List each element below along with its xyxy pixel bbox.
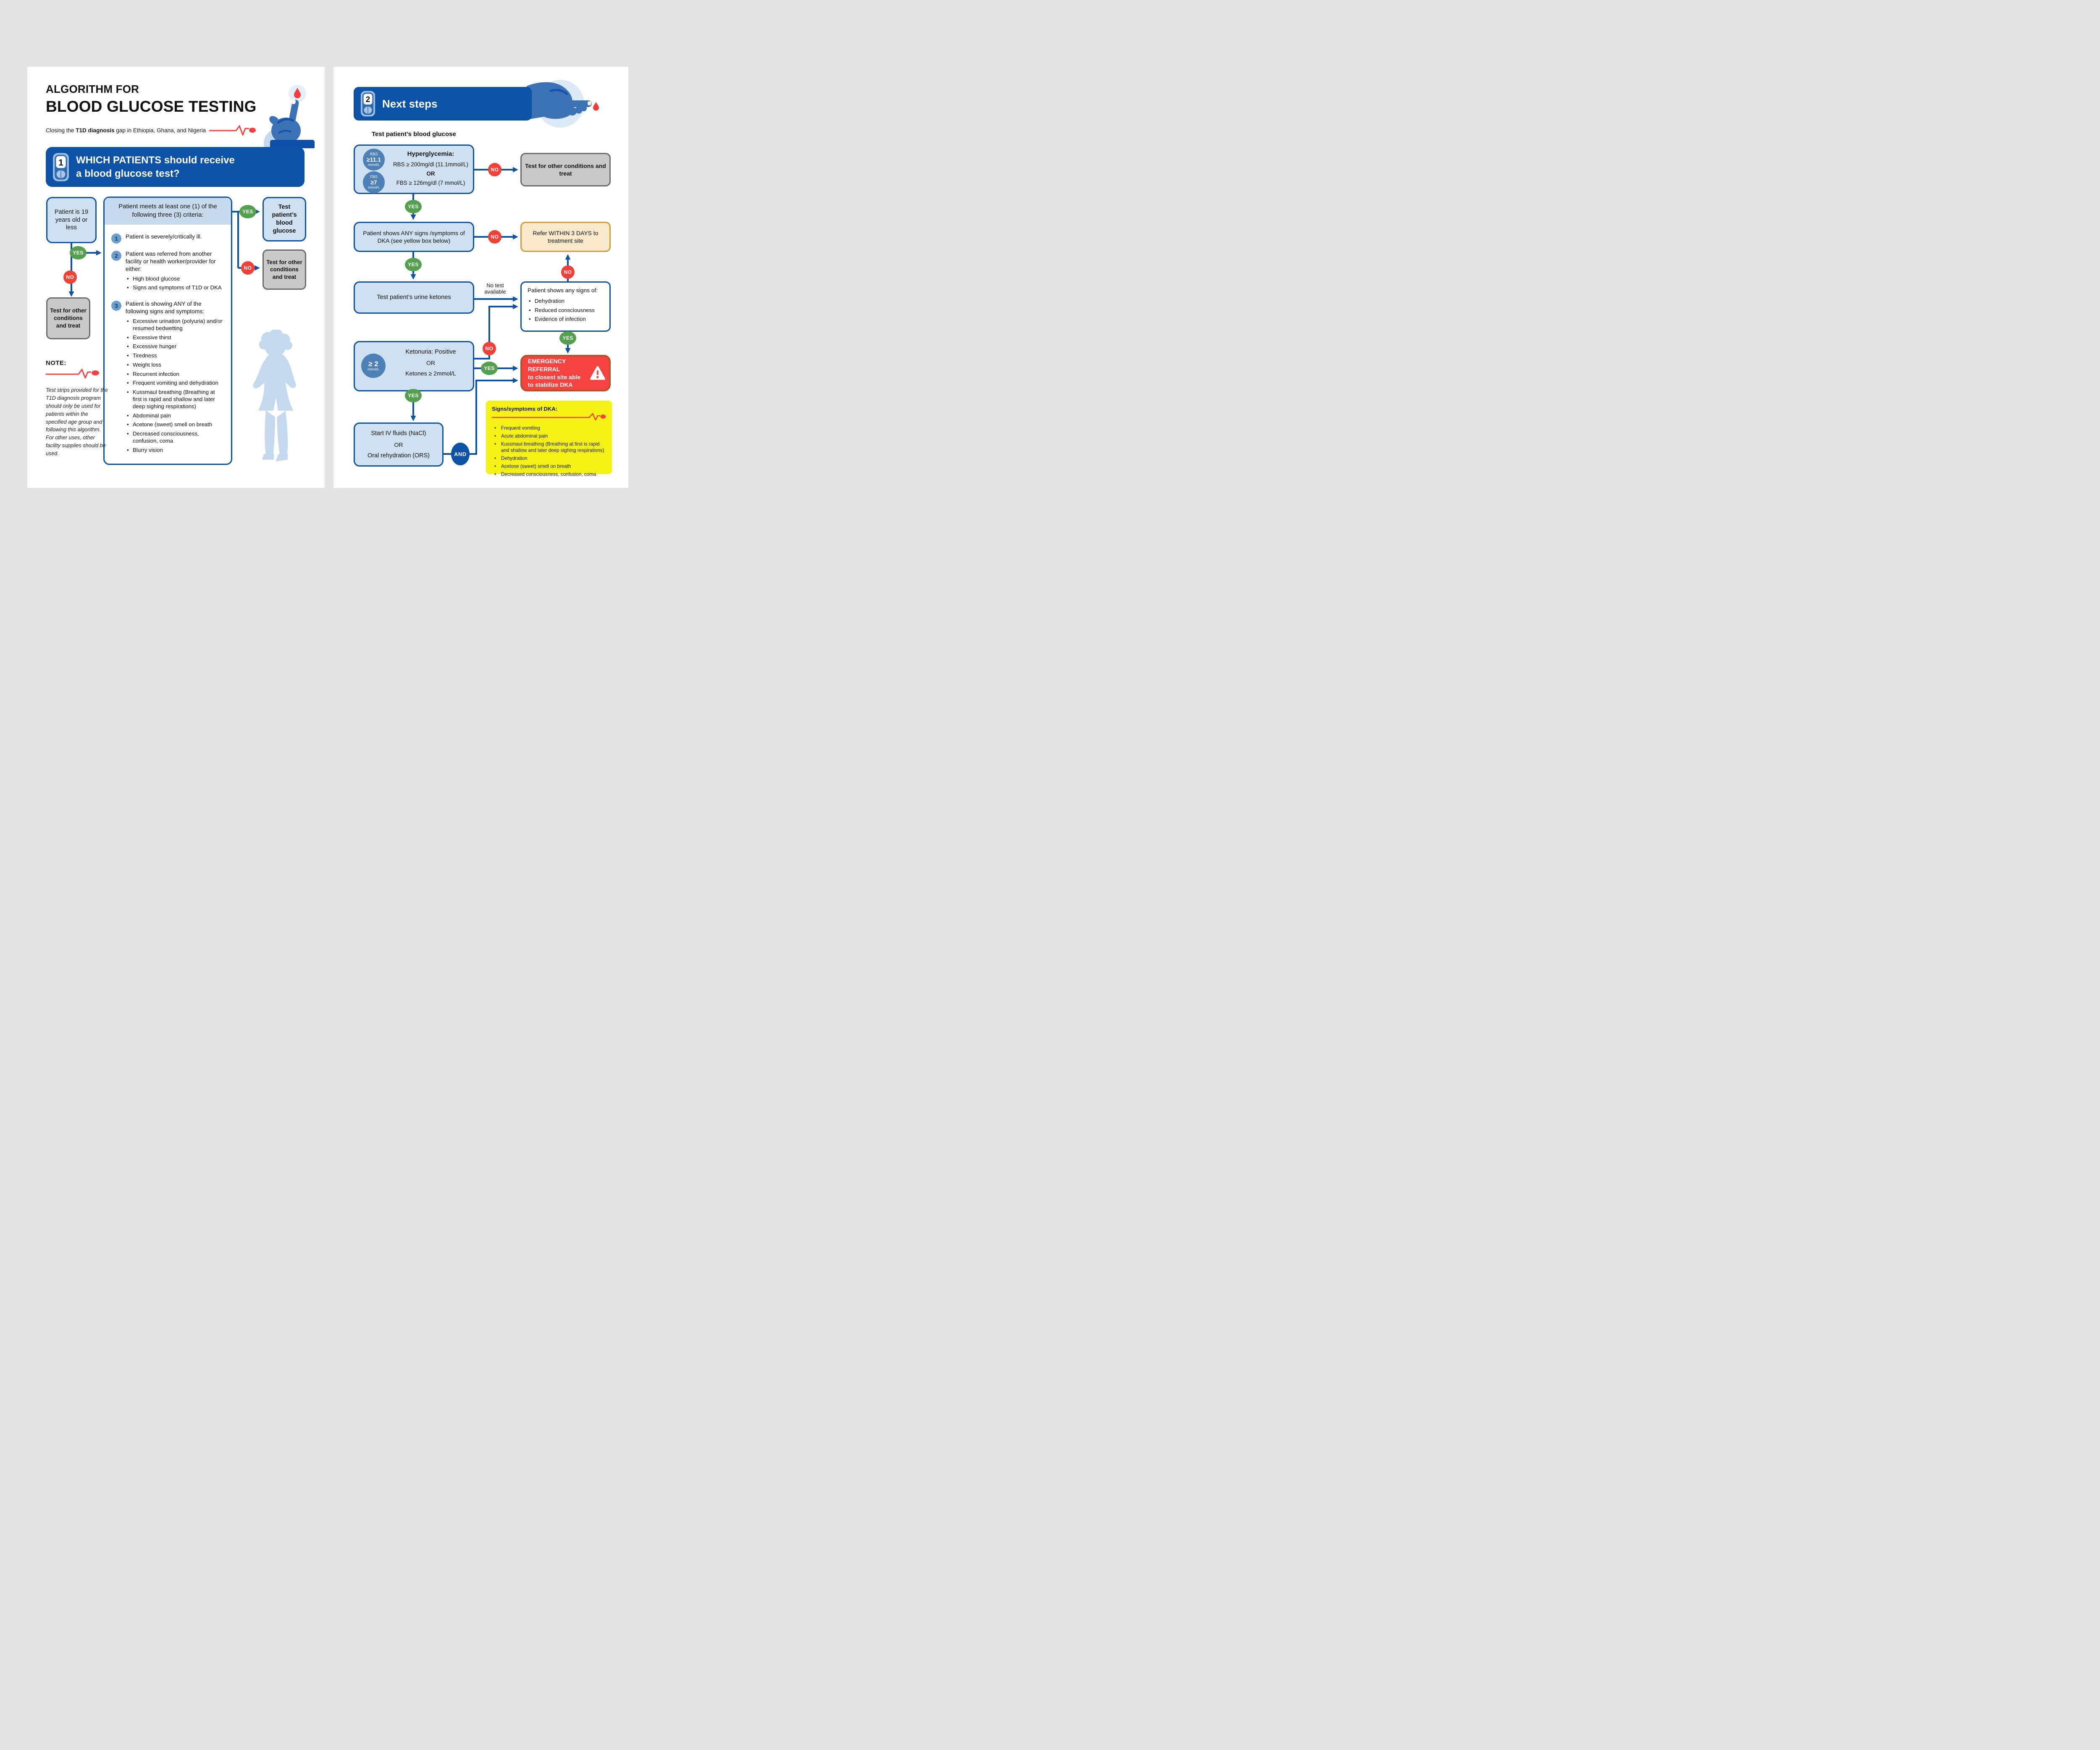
list-item: • Abdominal pain [126, 412, 225, 420]
subtitle-suffix: gap in Ethiopia, Ghana, and Nigeria [114, 127, 206, 134]
criteria-2-bullets [126, 275, 225, 292]
pulse-line-icon [46, 367, 100, 378]
criteria-number-2: 2 [111, 251, 121, 261]
criteria-number-3: 3 [111, 301, 121, 311]
list-item: • Acetone (sweet) smell on breath [126, 421, 225, 428]
ketones-threshold-circle: ≥ 2 mmol/L [361, 354, 386, 378]
badge-no-ketonuria: NO [483, 342, 496, 355]
list-item: • Reduced consciousness [528, 307, 605, 314]
page-1 [27, 67, 325, 488]
node-hyperglycemia: Hyperglycemia: RBS ≥ 200mg/dl (11.1mmol/L) OR FBS ≥ 126mg/dl (7 mmol/L) [354, 144, 474, 194]
list-item: • Decreased consciousness, confusion, coma [492, 471, 606, 478]
list-item: • Kussmaul breathing (Breathing at first is rapid and shallow and later deep sighing respirations) [492, 441, 606, 454]
criteria-header: Patient meets at least one (1) of the following three (3) criteria: [105, 198, 231, 225]
child-silhouette [249, 330, 299, 475]
node-start-iv-fluids: Start IV fluids (NaCl) OR Oral rehydration (ORS) [354, 422, 444, 467]
node-emergency-referral: EMERGENCY REFERRAL to closest site able to stabilize DKA [520, 355, 611, 391]
badge-no-age: NO [63, 270, 77, 284]
no-test-available-label: No test available [484, 282, 506, 295]
note-block [46, 359, 109, 458]
glucose-meter-icon [360, 90, 375, 117]
list-item: • Signs and symptoms of T1D or DKA [126, 284, 225, 291]
node-refer-3-days: Refer WITHIN 3 DAYS to treatment site [520, 222, 611, 252]
node-patient-signs [520, 281, 611, 332]
list-item: • Dehydration [492, 455, 606, 462]
node-test-blood-glucose: Test patient’s blood glucose [262, 197, 306, 241]
list-item: • Frequent vomiting [492, 425, 606, 431]
criteria-item-1: 1 Patient is severely/critically ill. [111, 233, 225, 244]
section-2-title: Next steps [382, 97, 438, 110]
badge-yes-criteria: YES [239, 205, 256, 218]
list-item: • Excessive thirst [126, 334, 225, 341]
list-item: • Excessive urination (polyuria) and/or resumed bedwetting [126, 318, 225, 332]
list-item: • Excessive hunger [126, 343, 225, 350]
list-item: • Recurrent infection [126, 371, 225, 378]
page-2 [333, 67, 628, 488]
badge-yes-age: YES [70, 246, 87, 260]
list-item: • Decreased consciousness, confusion, coma [126, 430, 225, 445]
badge-and: AND [451, 443, 470, 465]
badge-yes-ketonuria-down: YES [405, 389, 422, 402]
badge-yes-patient-signs: YES [559, 331, 576, 345]
poster-title-line1: ALGORITHM FOR [46, 83, 139, 95]
badge-yes-hyperglycemia: YES [405, 200, 422, 213]
list-item: • Acute abdominal pain [492, 433, 606, 439]
glucose-meter-icon [52, 152, 69, 182]
node-age-criterion: Patient is 19 years old or less [46, 197, 97, 243]
fbs-threshold-circle: FBS ≥7 mmol/L [363, 171, 385, 193]
list-item: • Frequent vomiting and dehydration [126, 380, 225, 387]
patient-signs-title: Patient shows any signs of: [528, 287, 598, 294]
badge-no-patient-signs: NO [561, 265, 575, 279]
badge-yes-ketonuria-right: YES [481, 362, 498, 375]
pulse-line-icon [208, 125, 258, 136]
node-ketonuria: Ketonuria: Positive OR Ketones ≥ 2mmol/L [354, 341, 474, 391]
list-item: • Kussmaul breathing (Breathing at first is rapid and shallow and later deep sighing respirations) [126, 389, 225, 410]
poster-subtitle [46, 125, 258, 136]
subtitle-prefix: Closing the [46, 127, 76, 134]
node-test-other-conditions-2: Test for other conditions and treat [262, 249, 306, 290]
criteria-number-1: 1 [111, 234, 121, 244]
list-item: • Weight loss [126, 362, 225, 369]
step2-intro-label: Test patient’s blood glucose [372, 131, 456, 138]
node-test-urine-ketones: Test patient’s urine ketones [354, 281, 474, 314]
poster-canvas [0, 0, 656, 547]
note-title: NOTE: [46, 359, 66, 367]
node-criteria-list [103, 197, 232, 465]
list-item: • High blood glucose [126, 275, 225, 283]
badge-no-criteria: NO [241, 261, 255, 275]
hyperglycemia-title: Hyperglycemia: [407, 150, 454, 157]
criteria-3-bullets [126, 318, 225, 454]
list-item: • Dehydration [528, 298, 605, 305]
rbs-threshold-circle: RBS ≥11.1 mmol/L [363, 149, 385, 171]
warning-icon [590, 364, 606, 383]
dka-symptoms-bullets [492, 425, 606, 478]
section-2-header [354, 87, 532, 121]
pointing-hand-right-illustration [525, 79, 611, 130]
section-1-title: WHICH PATIENTS should receive a blood glucose test? [76, 154, 235, 179]
list-item: • Acetone (sweet) smell on breath [492, 463, 606, 470]
patient-signs-bullets [528, 298, 605, 323]
section-number: 1 [58, 157, 63, 168]
list-item: • Evidence of infection [528, 316, 605, 323]
node-dka-signs-question: Patient shows ANY signs /symptoms of DKA (see yellow box below) [354, 222, 474, 252]
pulse-line-icon [492, 413, 606, 420]
badge-yes-dka-signs: YES [405, 258, 422, 271]
node-test-other-conditions-1: Test for other conditions and treat [46, 297, 90, 339]
node-test-other-conditions-right: Test for other conditions and treat [520, 153, 611, 186]
subtitle-bold: T1D diagnosis [76, 127, 115, 134]
criteria-item-3: 3 Patient is showing ANY of the following signs and symptoms: • Excessive urination (polyuria) and/or resumed bedwetting • Excessive thirst • Excessive hunger • Tiredness • Weight loss • Recurrent infection • Frequent vomiting and dehydration • Kussmaul breathing (Breathing at first is rapid and shallow and later deep sighing respirations) • Abdominal pain • Acetone (sweet) smell on breath • Decreased consciousness, confusion, coma • Blurry vision [111, 300, 225, 456]
pointing-hand-up-illustration [254, 76, 317, 148]
badge-no-hyperglycemia: NO [488, 163, 501, 176]
criteria-item-2: 2 Patient was referred from another facility or health worker/provider for either: • High blood glucose • Signs and symptoms of T1D or DKA [111, 250, 225, 294]
list-item: • Tiredness [126, 352, 225, 359]
poster-title-line2: BLOOD GLUCOSE TESTING [46, 98, 257, 115]
section-1-header [46, 147, 304, 187]
section-number: 2 [365, 95, 370, 105]
badge-no-dka-signs: NO [488, 230, 501, 244]
dka-symptoms-box [486, 401, 612, 478]
list-item: • Blurry vision [126, 447, 225, 454]
note-text: Test strips provided for the T1D diagnosis program should only be used for patients within the specified age group and following this algorithm. For other uses, other facility supplies should be used. [46, 387, 108, 457]
dka-symptoms-title: Signs/symptoms of DKA: [492, 406, 558, 412]
criteria-body [105, 225, 231, 467]
